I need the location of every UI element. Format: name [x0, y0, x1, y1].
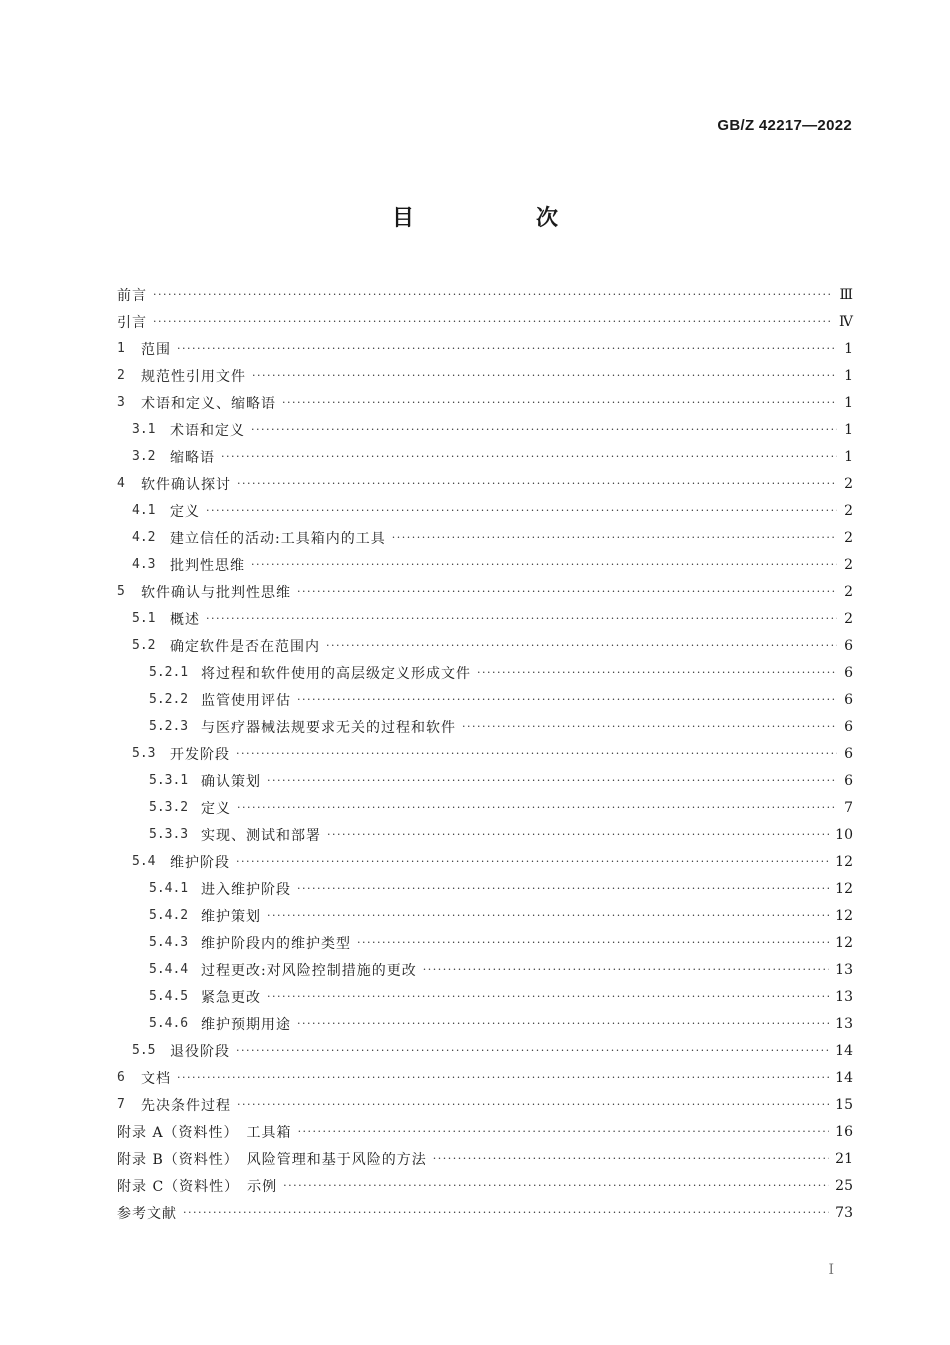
- toc-entry-page: 14: [835, 1069, 853, 1086]
- toc-entry-number: 3.2: [132, 449, 156, 464]
- toc-entry-page: 2: [844, 502, 853, 519]
- toc-entry-page: 2: [844, 475, 853, 492]
- toc-dot-leader: [297, 883, 829, 897]
- toc-entry-number: 5.4.2: [149, 908, 189, 923]
- toc-entry-title: 退役阶段: [170, 1043, 230, 1060]
- toc-dot-leader: [183, 1207, 829, 1221]
- toc-entry[interactable]: [117, 470, 853, 497]
- toc-entry-number: 5.2.1: [149, 665, 189, 680]
- toc-entry-title: 术语和定义、缩略语: [141, 395, 276, 412]
- toc-entry-title: 先决条件过程: [141, 1097, 231, 1114]
- toc-entry-title: 定义: [201, 800, 231, 817]
- toc-entry-title: 规范性引用文件: [141, 368, 246, 385]
- toc-dot-leader: [237, 802, 837, 816]
- toc-entry-number: 5.5: [132, 1043, 156, 1058]
- toc-entry-title: 开发阶段: [170, 746, 230, 763]
- toc-entry-number: 7: [117, 1097, 125, 1112]
- toc-entry[interactable]: [117, 362, 853, 389]
- toc-entry-page: 12: [835, 907, 853, 924]
- toc-dot-leader: [423, 964, 829, 978]
- toc-entry-page: 12: [835, 934, 853, 951]
- toc-entry[interactable]: [117, 497, 853, 524]
- toc-entry[interactable]: [117, 578, 853, 605]
- toc-dot-leader: [236, 748, 837, 762]
- toc-entry-number: 5.2: [132, 638, 156, 653]
- toc-dot-leader: [252, 370, 837, 384]
- toc-entry-number: 5.4.1: [149, 881, 189, 896]
- toc-entry[interactable]: [117, 767, 853, 794]
- toc-entry-page: 16: [835, 1123, 853, 1140]
- toc-entry-page: 6: [844, 637, 853, 654]
- toc-dot-leader: [327, 829, 829, 843]
- toc-entry[interactable]: [117, 902, 853, 929]
- toc-dot-leader: [177, 343, 837, 357]
- toc-entry[interactable]: [117, 1010, 853, 1037]
- toc-entry-title: 批判性思维: [170, 557, 245, 574]
- toc-entry-number: 4.1: [132, 503, 156, 518]
- toc-dot-leader: [267, 775, 837, 789]
- toc-dot-leader: [267, 991, 829, 1005]
- toc-entry-title: 将过程和软件使用的高层级定义形成文件: [201, 665, 471, 682]
- toc-entry-title: 引言: [117, 314, 147, 331]
- toc-entry-page: 10: [835, 826, 853, 843]
- toc-entry-page: 1: [844, 367, 853, 384]
- toc-entry-number: 5.3.1: [149, 773, 189, 788]
- toc-entry-page: 6: [844, 691, 853, 708]
- toc-entry[interactable]: [117, 1037, 853, 1064]
- toc-entry-page: 2: [844, 529, 853, 546]
- toc-dot-leader: [282, 397, 837, 411]
- toc-dot-leader: [297, 694, 837, 708]
- toc-entry-page: 1: [844, 421, 853, 438]
- toc-dot-leader: [206, 505, 837, 519]
- toc-entry-number: 2: [117, 368, 125, 383]
- toc-entry-title: 过程更改:对风险控制措施的更改: [201, 962, 417, 979]
- toc-entry-title: 缩略语: [170, 449, 215, 466]
- toc-dot-leader: [477, 667, 837, 681]
- toc-entry-page: 13: [835, 961, 853, 978]
- toc-dot-leader: [297, 1018, 829, 1032]
- toc-entry[interactable]: [117, 956, 853, 983]
- toc-dot-leader: [462, 721, 837, 735]
- toc-entry-page: 25: [835, 1177, 853, 1194]
- toc-dot-leader: [153, 316, 833, 330]
- toc-dot-leader: [326, 640, 837, 654]
- toc-entry[interactable]: [117, 551, 853, 578]
- toc-dot-leader: [298, 1126, 830, 1140]
- toc-entry[interactable]: [117, 794, 853, 821]
- toc-entry[interactable]: [117, 983, 853, 1010]
- toc-entry[interactable]: [117, 929, 853, 956]
- toc-entry[interactable]: [117, 389, 853, 416]
- toc-entry[interactable]: [117, 443, 853, 470]
- toc-entry-page: 1: [844, 394, 853, 411]
- toc-entry[interactable]: [117, 1199, 853, 1226]
- toc-entry-number: 1: [117, 341, 125, 356]
- toc-dot-leader: [221, 451, 837, 465]
- toc-entry-number: 3: [117, 395, 125, 410]
- toc-entry-page: 21: [835, 1150, 853, 1167]
- toc-entry[interactable]: [117, 713, 853, 740]
- toc-dot-leader: [237, 1099, 829, 1113]
- toc-dot-leader: [251, 559, 837, 573]
- toc-entry[interactable]: [117, 1118, 853, 1145]
- toc-entry-title: 实现、测试和部署: [201, 827, 321, 844]
- toc-entry[interactable]: [117, 821, 853, 848]
- toc-entry[interactable]: [117, 308, 853, 335]
- toc-entry-number: 5.2.2: [149, 692, 189, 707]
- toc-entry-page: 6: [844, 664, 853, 681]
- toc-entry[interactable]: [117, 335, 853, 362]
- toc-entry-number: 6: [117, 1070, 125, 1085]
- toc-entry-title: 确认策划: [201, 773, 261, 790]
- toc-entry-number: 5: [117, 584, 125, 599]
- toc-entry-page: 2: [844, 556, 853, 573]
- toc-entry-page: 6: [844, 772, 853, 789]
- toc-dot-leader: [236, 1045, 829, 1059]
- toc-entry-page: 6: [844, 745, 853, 762]
- toc-entry-number: 4.2: [132, 530, 156, 545]
- toc-entry[interactable]: [117, 1091, 853, 1118]
- toc-entry-number: 5.4.6: [149, 1016, 189, 1031]
- toc-dot-leader: [357, 937, 829, 951]
- toc-dot-leader: [251, 424, 837, 438]
- toc-entry-page: 13: [835, 1015, 853, 1032]
- toc-entry-number: 4.3: [132, 557, 156, 572]
- toc-entry[interactable]: [117, 1064, 853, 1091]
- toc-entry-title: 建立信任的活动:工具箱内的工具: [170, 530, 386, 547]
- toc-entry[interactable]: [117, 1145, 853, 1172]
- toc-entry[interactable]: [117, 1172, 853, 1199]
- toc-entry-number: 5.1: [132, 611, 156, 626]
- toc-entry[interactable]: [117, 524, 853, 551]
- toc-entry-title: 监管使用评估: [201, 692, 291, 709]
- toc-entry[interactable]: [117, 848, 853, 875]
- toc-entry-title: 文档: [141, 1070, 171, 1087]
- toc-entry[interactable]: [117, 875, 853, 902]
- toc-dot-leader: [267, 910, 829, 924]
- toc-entry-title: 确定软件是否在范围内: [170, 638, 320, 655]
- toc-entry-number: 5.2.3: [149, 719, 189, 734]
- toc-entry-page: 1: [844, 340, 853, 357]
- toc-entry-title: 紧急更改: [201, 989, 261, 1006]
- toc-entry-title: 软件确认探讨: [141, 476, 231, 493]
- toc-entry-title: 与医疗器械法规要求无关的过程和软件: [201, 719, 456, 736]
- toc-entry-page: 2: [844, 610, 853, 627]
- toc-dot-leader: [433, 1153, 829, 1167]
- toc-entry-number: 5.4.5: [149, 989, 189, 1004]
- toc-entry-page: 12: [835, 853, 853, 870]
- toc-entry-number: 5.4: [132, 854, 156, 869]
- toc-dot-leader: [177, 1072, 829, 1086]
- toc-entry-page: 15: [835, 1096, 853, 1113]
- toc-entry-title: 概述: [170, 611, 200, 628]
- document-code: GB/Z 42217—2022: [717, 117, 852, 134]
- toc-entry-page: 6: [844, 718, 853, 735]
- toc-entry-number: 5.3.2: [149, 800, 189, 815]
- toc-dot-leader: [236, 856, 829, 870]
- toc-entry-number: 5.4.3: [149, 935, 189, 950]
- page-number: Ⅰ: [828, 1262, 834, 1278]
- toc-entry-title: 参考文献: [117, 1205, 177, 1222]
- toc-entry-page: 73: [835, 1204, 853, 1221]
- toc-entry-title: 进入维护阶段: [201, 881, 291, 898]
- toc-entry-title: 范围: [141, 341, 171, 358]
- toc-entry-title: 软件确认与批判性思维: [141, 584, 291, 601]
- toc-title: 目 次: [391, 206, 608, 231]
- toc-entry-page: Ⅳ: [839, 313, 853, 330]
- toc-entry-page: 1: [844, 448, 853, 465]
- toc-dot-leader: [283, 1180, 829, 1194]
- toc-entry-number: 5.3: [132, 746, 156, 761]
- toc-entry[interactable]: [117, 740, 853, 767]
- toc-entry-page: 12: [835, 880, 853, 897]
- toc-entry-page: 14: [835, 1042, 853, 1059]
- toc-entry-title: 附录 A（资料性） 工具箱: [117, 1124, 292, 1141]
- toc-entry-title: 附录 C（资料性） 示例: [117, 1178, 278, 1195]
- toc-entry[interactable]: [117, 605, 853, 632]
- toc-dot-leader: [297, 586, 837, 600]
- toc-dot-leader: [206, 613, 837, 627]
- toc-entry-title: 定义: [170, 503, 200, 520]
- toc-entry-title: 维护策划: [201, 908, 261, 925]
- toc-entry-number: 4: [117, 476, 125, 491]
- toc-entry-page: 2: [844, 583, 853, 600]
- toc-entry-title: 维护阶段内的维护类型: [201, 935, 351, 952]
- toc-entry-title: 维护预期用途: [201, 1016, 291, 1033]
- toc-entry-title: 维护阶段: [170, 854, 230, 871]
- toc-entry[interactable]: [117, 659, 853, 686]
- toc-entry-title: 前言: [117, 287, 147, 304]
- toc-entry-page: Ⅲ: [839, 286, 853, 303]
- toc-dot-leader: [237, 478, 837, 492]
- toc-entry-page: 13: [835, 988, 853, 1005]
- toc-entry[interactable]: [117, 632, 853, 659]
- toc-entry-title: 术语和定义: [170, 422, 245, 439]
- toc-entry-page: 7: [844, 799, 853, 816]
- toc-entry[interactable]: [117, 416, 853, 443]
- table-of-contents: [117, 281, 853, 1226]
- toc-entry-number: 5.4.4: [149, 962, 189, 977]
- toc-entry-number: 3.1: [132, 422, 156, 437]
- toc-entry[interactable]: [117, 281, 853, 308]
- toc-entry-title: 附录 B（资料性） 风险管理和基于风险的方法: [117, 1151, 427, 1168]
- toc-entry[interactable]: [117, 686, 853, 713]
- toc-dot-leader: [153, 289, 833, 303]
- toc-entry-number: 5.3.3: [149, 827, 189, 842]
- toc-dot-leader: [392, 532, 837, 546]
